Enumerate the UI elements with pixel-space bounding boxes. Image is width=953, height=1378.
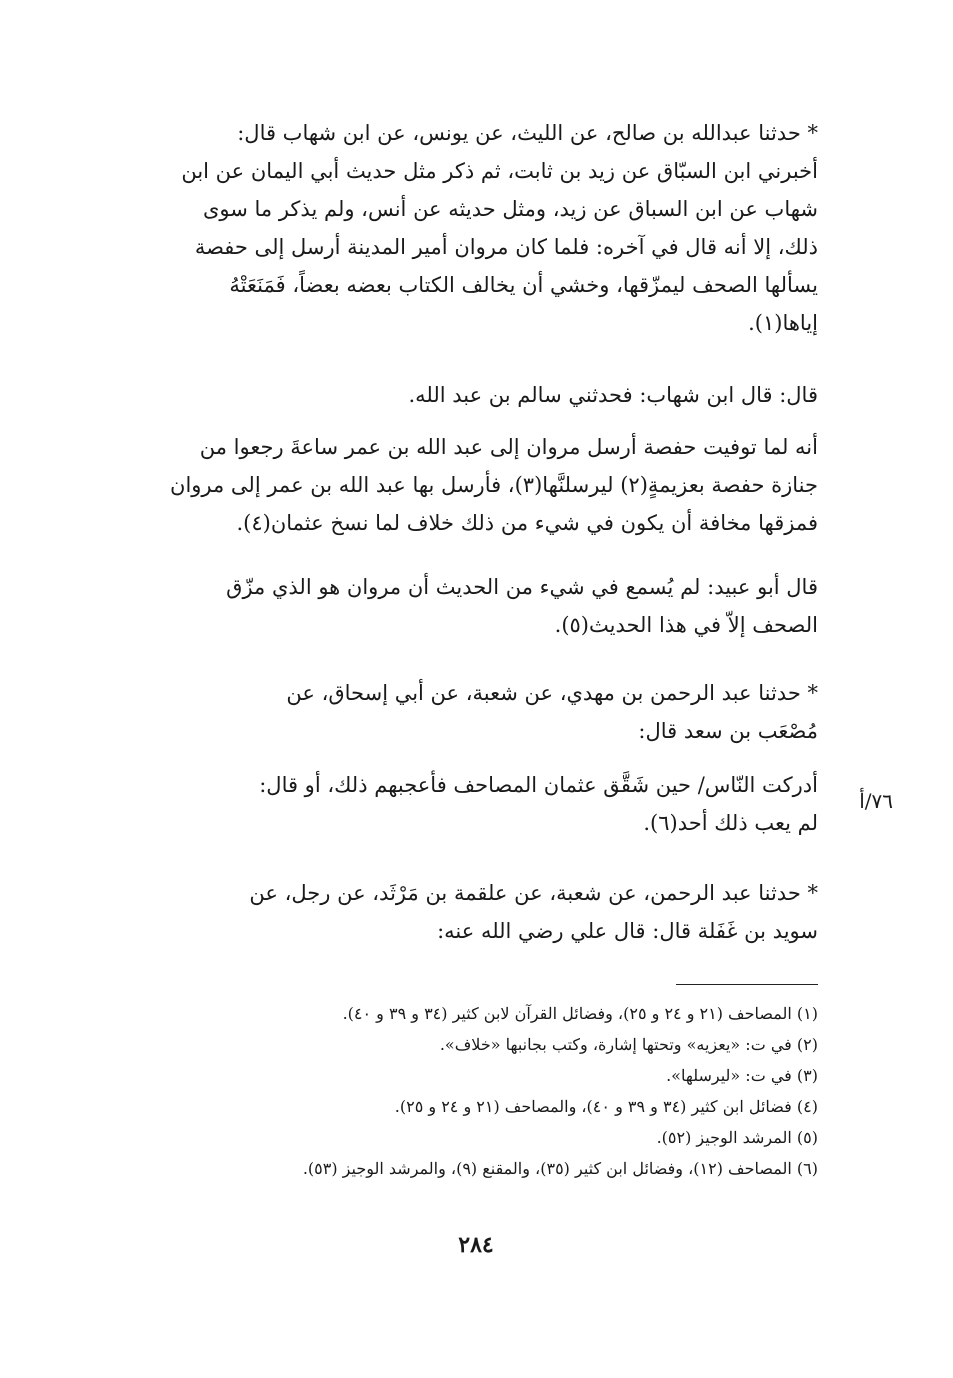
text-line: سويد بن غَفَلة قال: قال علي رضي الله عنه: xyxy=(437,919,818,943)
footnote: (٥) المرشد الوجيز (٥٢). xyxy=(656,1128,818,1147)
footnotes xyxy=(120,998,818,1184)
text-line: أنه لما توفيت حفصة أرسل مروان إلى عبد الله بن عمر ساعةَ رجعوا من xyxy=(199,435,818,459)
text-line: لم يعب ذلك أحد(٦). xyxy=(643,811,818,835)
text-line: قال: قال ابن شهاب: فحدثني سالم بن عبد الله. xyxy=(408,383,818,407)
paragraph-uthman-masahif xyxy=(120,766,818,842)
text-line: الصحف إلاّ في هذا الحديث(٥). xyxy=(554,613,818,637)
footnote: (١) المصاحف (٢١ و ٢٤ و ٢٥)، وفضائل القرآن لابن كثير (٣٤ و ٣٩ و ٤٠). xyxy=(342,1004,818,1023)
footnote: (٤) فضائل ابن كثير (٣٤ و ٣٩ و ٤٠)، والمصاحف (٢١ و ٢٤ و ٢٥). xyxy=(394,1097,818,1116)
paragraph-abu-ubayd xyxy=(120,568,818,644)
text-line: فمزقها مخافة أن يكون في شيء من ذلك خلاف لما نسخ عثمان(٤). xyxy=(236,511,818,535)
paragraph-hadith-ibn-shihab xyxy=(120,114,818,342)
text-line: إياها(١). xyxy=(748,311,818,335)
footnote: (٣) في ت: «ليرسلها». xyxy=(666,1066,818,1085)
text-line: * حدثنا عبد الرحمن بن مهدي، عن شعبة، عن أبي إسحاق، عن xyxy=(286,681,818,705)
page-number: ٢٨٤ xyxy=(458,1232,494,1258)
paragraph-salim xyxy=(120,376,818,414)
footnote: (٦) المصاحف (١٢)، وفضائل ابن كثير (٣٥)، والمقنع (٩)، والمرشد الوجيز (٥٣). xyxy=(302,1159,818,1178)
text-line: قال أبو عبيد: لم يُسمع في شيء من الحديث أن مروان هو الذي مزّق xyxy=(226,575,818,599)
paragraph-hafsa-death xyxy=(120,428,818,542)
footnote-divider xyxy=(676,984,818,985)
text-line: أخبرني ابن السبّاق عن زيد بن ثابت، ثم ذكر مثل حديث أبي اليمان عن ابن xyxy=(181,159,818,183)
text-line: ذلك، إلا أنه قال في آخره: فلما كان مروان أمير المدينة أرسل إلى حفصة xyxy=(194,235,818,259)
text-line: جنازة حفصة بعزيمةٍ(٢) ليرسلنَّها(٣)، فأرسل بها عبد الله بن عمر إلى مروان xyxy=(170,473,818,497)
footnote: (٢) في ت: «يعزيه» وتحتها إشارة، وكتب بجانبها «خلاف». xyxy=(439,1035,818,1054)
text-line: يسألها الصحف ليمزّقها، وخشي أن يخالف الكتاب بعضه بعضاً، فَمَنَعَتْهُ xyxy=(229,273,818,297)
text-line: مُصْعَب بن سعد قال: xyxy=(638,719,818,743)
manuscript-folio-marker: ٧٦/أ xyxy=(859,789,893,813)
text-line: * حدثنا عبد الرحمن، عن شعبة، عن علقمة بن مَرْثَد، عن رجل، عن xyxy=(249,881,818,905)
paragraph-abd-al-rahman-mahdi xyxy=(120,674,818,750)
paragraph-suwayd xyxy=(120,874,818,950)
text-line: أدركت النّاس/ حين شَقَّق عثمان المصاحف فأعجبهم ذلك، أو قال: xyxy=(259,773,818,797)
text-line: شهاب عن ابن السباق عن زيد، ومثل حديثه عن أنس، ولم يذكر ما سوى xyxy=(202,197,818,221)
text-line: * حدثنا عبدالله بن صالح، عن الليث، عن يونس، عن ابن شهاب قال: xyxy=(237,121,818,145)
